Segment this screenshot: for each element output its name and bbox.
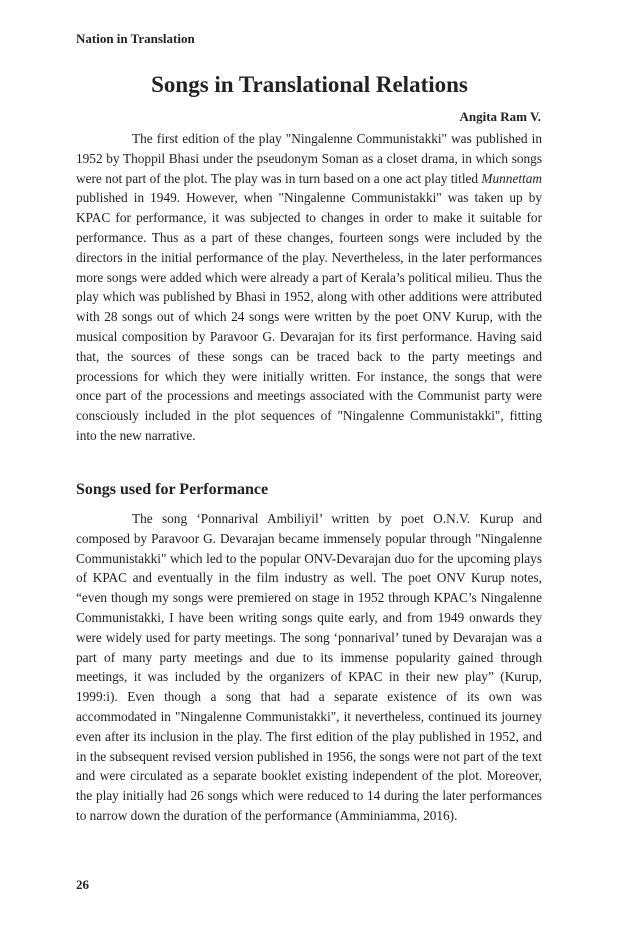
article-title: Songs in Translational Relations bbox=[151, 72, 468, 97]
paragraph-1-text bbox=[76, 129, 542, 446]
paragraph-1-italic-title: Munnettam bbox=[481, 170, 542, 186]
paragraph-1-text-a: The first edition of the play "Ningalenne Communistakki" was published in 1952 by Thoppil Bhasi under the pseudonym Soman as a closet drama, in which songs were not part of the plot. The play was in turn based on a one act play titled bbox=[76, 131, 542, 186]
paragraph-2-text: The song ‘Ponnarival Ambiliyil’ written by poet O.N.V. Kurup and composed by Paravoor G. Devarajan became immensely popular through "Ningalenne Communistakki" which led to the popular ONV-Devarajan duo for the upcoming plays of KPAC and eventually in the film industry as well. The poet ONV Kurup notes, “even though my songs were premiered on stage in 1952 through KPAC’s Ningalenne Communistakki, I have been writing songs quite early, and from 1949 onwards they were widely used for party meetings. The song ‘ponnarival’ tuned by Devarajan was a part of many party meetings and due to its immense popularity gained through meetings, it was included by the organizers of KPAC in their new play” (Kurup, 1999:i). Even though a song that had a separate existence of its own was accommodated in "Ningalenne Communistakki", it nevertheless, continued its journey even after its inclusion in the play. The first edition of the play published in 1952, and in the subsequent revised version published in 1956, the songs were not part of the text and were circulated as a separate booklet existing independent of the plot. Moreover, the play initially had 26 songs which were reduced to 14 during the later performances to narrow down the duration of the performance (Amminiamma, 2016). bbox=[76, 511, 542, 823]
running-header: Nation in Translation bbox=[76, 31, 195, 46]
body-paragraph-2 bbox=[76, 509, 542, 826]
paragraph-1-text-b: published in 1949. However, when "Ningalenne Communistakki" was taken up by KPAC for performance, it was subjected to changes in order to make it suitable for performance. Thus as a part of these changes, fourteen songs were included by the directors in the initial performance of the play. Nevertheless, in the later performances more songs were added which were already a part of Kerala’s political milieu. Thus the play which was published by Bhasi in 1952, along with other additions were attributed with 28 songs out of which 24 songs were written by the poet ONV Kurup, with the musical composition by Paravoor G. Devarajan for its first performance. Having said that, the sources of these songs can be traced back to the party meetings and processions for which they were initially written. For instance, the songs that were once part of the processions and meetings associated with the Communist party were consciously included in the plot sequences of "Ningalenne Communistakki", fitting into the new narrative. bbox=[76, 190, 542, 443]
body-paragraph-1 bbox=[76, 129, 542, 446]
article-author: Angita Ram V. bbox=[459, 109, 541, 124]
page-number: 26 bbox=[76, 877, 89, 892]
section-heading: Songs used for Performance bbox=[76, 481, 269, 498]
